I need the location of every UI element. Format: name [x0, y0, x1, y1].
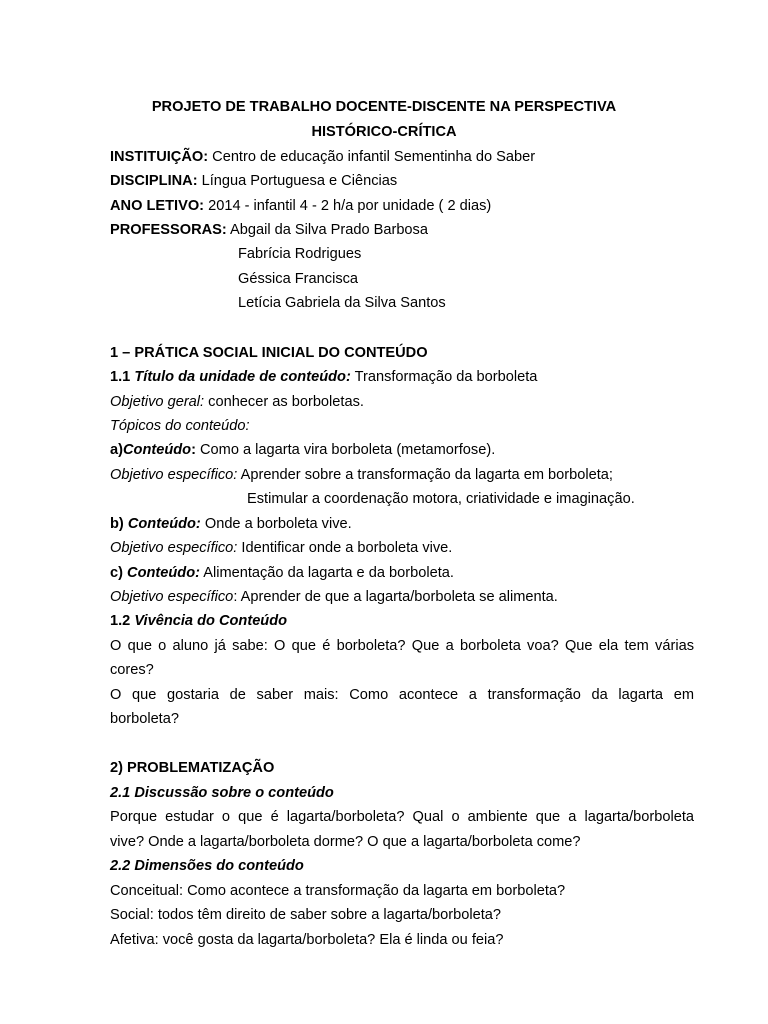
- professora-name: Géssica Francisca: [238, 271, 359, 287]
- vivencia-heading: [110, 614, 287, 629]
- disciplina-value: Língua Portuguesa e Ciências: [197, 173, 398, 189]
- disciplina-line: [110, 174, 397, 189]
- conteudo-b-value: Onde a borboleta vive.: [200, 516, 352, 532]
- professora-name: Letícia Gabriela da Silva Santos: [238, 295, 446, 311]
- ano-letivo-line: [110, 199, 491, 214]
- instituicao-label: INSTITUIÇÃO:: [110, 149, 209, 165]
- section-2-heading: 2) PROBLEMATIZAÇÃO: [110, 760, 275, 776]
- unit-title-label: Título da unidade de conteúdo:: [134, 369, 351, 385]
- conteudo-a-colon: :: [191, 442, 196, 458]
- unit-title-number: 1.1: [110, 369, 135, 385]
- title-line-1: PROJETO DE TRABALHO DOCENTE-DISCENTE NA PERSPECTIVA: [151, 99, 617, 115]
- professoras-line: [110, 223, 428, 238]
- professora-name: Abgail da Silva Prado Barbosa: [230, 222, 428, 238]
- vivencia-paragraph-line: O que o aluno já sabe: O que é borboleta? Que a borboleta voa? Que ela tem várias: [110, 638, 694, 654]
- discussao-heading: 2.1 Discussão sobre o conteúdo: [110, 785, 334, 801]
- conteudo-c-label: Conteúdo:: [127, 565, 200, 581]
- objetivo-a-continuation: Estimular a coordenação motora, criatividade e imaginação.: [247, 491, 635, 507]
- objetivo-geral-value: conhecer as borboletas.: [204, 394, 364, 410]
- instituicao-line: [110, 150, 535, 165]
- topicos-label: Tópicos do conteúdo:: [110, 418, 250, 434]
- objetivo-c-value: : Aprender de que a lagarta/borboleta se alimenta.: [233, 589, 558, 605]
- professoras-label: PROFESSORAS:: [110, 222, 227, 238]
- objetivo-a-value: Aprender sobre a transformação da lagarta em borboleta;: [237, 467, 613, 483]
- objetivo-a-label: Objetivo específico:: [110, 467, 238, 483]
- dimensao-conceitual: Conceitual: Como acontece a transformação da lagarta em borboleta?: [110, 883, 566, 899]
- conteudo-a-value: Como a lagarta vira borboleta (metamorfose).: [195, 442, 496, 458]
- objetivo-geral-line: [110, 395, 364, 410]
- vivencia-label: Vivência do Conteúdo: [134, 613, 288, 629]
- discussao-paragraph-line: Porque estudar o que é lagarta/borboleta? Qual o ambiente que a lagarta/borboleta: [110, 809, 694, 825]
- unit-title-line: [110, 370, 537, 385]
- vivencia-paragraph-line: borboleta?: [110, 711, 179, 727]
- section-1-heading: 1 – PRÁTICA SOCIAL INICIAL DO CONTEÚDO: [110, 345, 428, 361]
- dimensao-afetiva: Afetiva: você gosta da lagarta/borboleta? Ela é linda ou feia?: [110, 932, 504, 948]
- objetivo-geral-label: Objetivo geral:: [110, 394, 205, 410]
- conteudo-b-letter: b): [110, 516, 128, 532]
- conteudo-a-letter: a): [110, 442, 123, 458]
- discussao-paragraph-line: vive? Onde a lagarta/borboleta dorme? O que a lagarta/borboleta come?: [110, 834, 581, 850]
- vivencia-paragraph-line: cores?: [110, 662, 154, 678]
- dimensoes-heading: 2.2 Dimensões do conteúdo: [110, 858, 304, 874]
- conteudo-b-line: [110, 517, 352, 532]
- title-line-2: HISTÓRICO-CRÍTICA: [311, 124, 457, 140]
- dimensao-social: Social: todos têm direito de saber sobre a lagarta/borboleta?: [110, 907, 502, 923]
- conteudo-c-letter: c): [110, 565, 128, 581]
- conteudo-a-label: Conteúdo: [122, 442, 192, 458]
- vivencia-paragraph-line: O que gostaria de saber mais: Como acontece a transformação da lagarta em: [110, 687, 694, 703]
- vivencia-number: 1.2: [110, 613, 135, 629]
- conteudo-a-line: [110, 443, 495, 458]
- conteudo-b-label: Conteúdo:: [127, 516, 201, 532]
- objetivo-a-line: [110, 468, 613, 483]
- disciplina-label: DISCIPLINA:: [110, 173, 198, 189]
- professora-name: Fabrícia Rodrigues: [238, 246, 362, 262]
- unit-title-value: Transformação da borboleta: [350, 369, 538, 385]
- objetivo-b-line: [110, 541, 452, 556]
- objetivo-b-label: Objetivo específico:: [110, 540, 238, 556]
- objetivo-c-line: [110, 590, 558, 605]
- objetivo-c-label: Objetivo específico: [110, 589, 234, 605]
- ano-letivo-label: ANO LETIVO:: [110, 198, 205, 214]
- ano-letivo-value: 2014 - infantil 4 - 2 h/a por unidade ( 2 dias): [204, 198, 492, 214]
- conteudo-c-line: [110, 566, 454, 581]
- instituicao-value: Centro de educação infantil Sementinha do Saber: [208, 149, 536, 165]
- objetivo-b-value: Identificar onde a borboleta vive.: [237, 540, 453, 556]
- conteudo-c-value: Alimentação da lagarta e da borboleta.: [199, 565, 454, 581]
